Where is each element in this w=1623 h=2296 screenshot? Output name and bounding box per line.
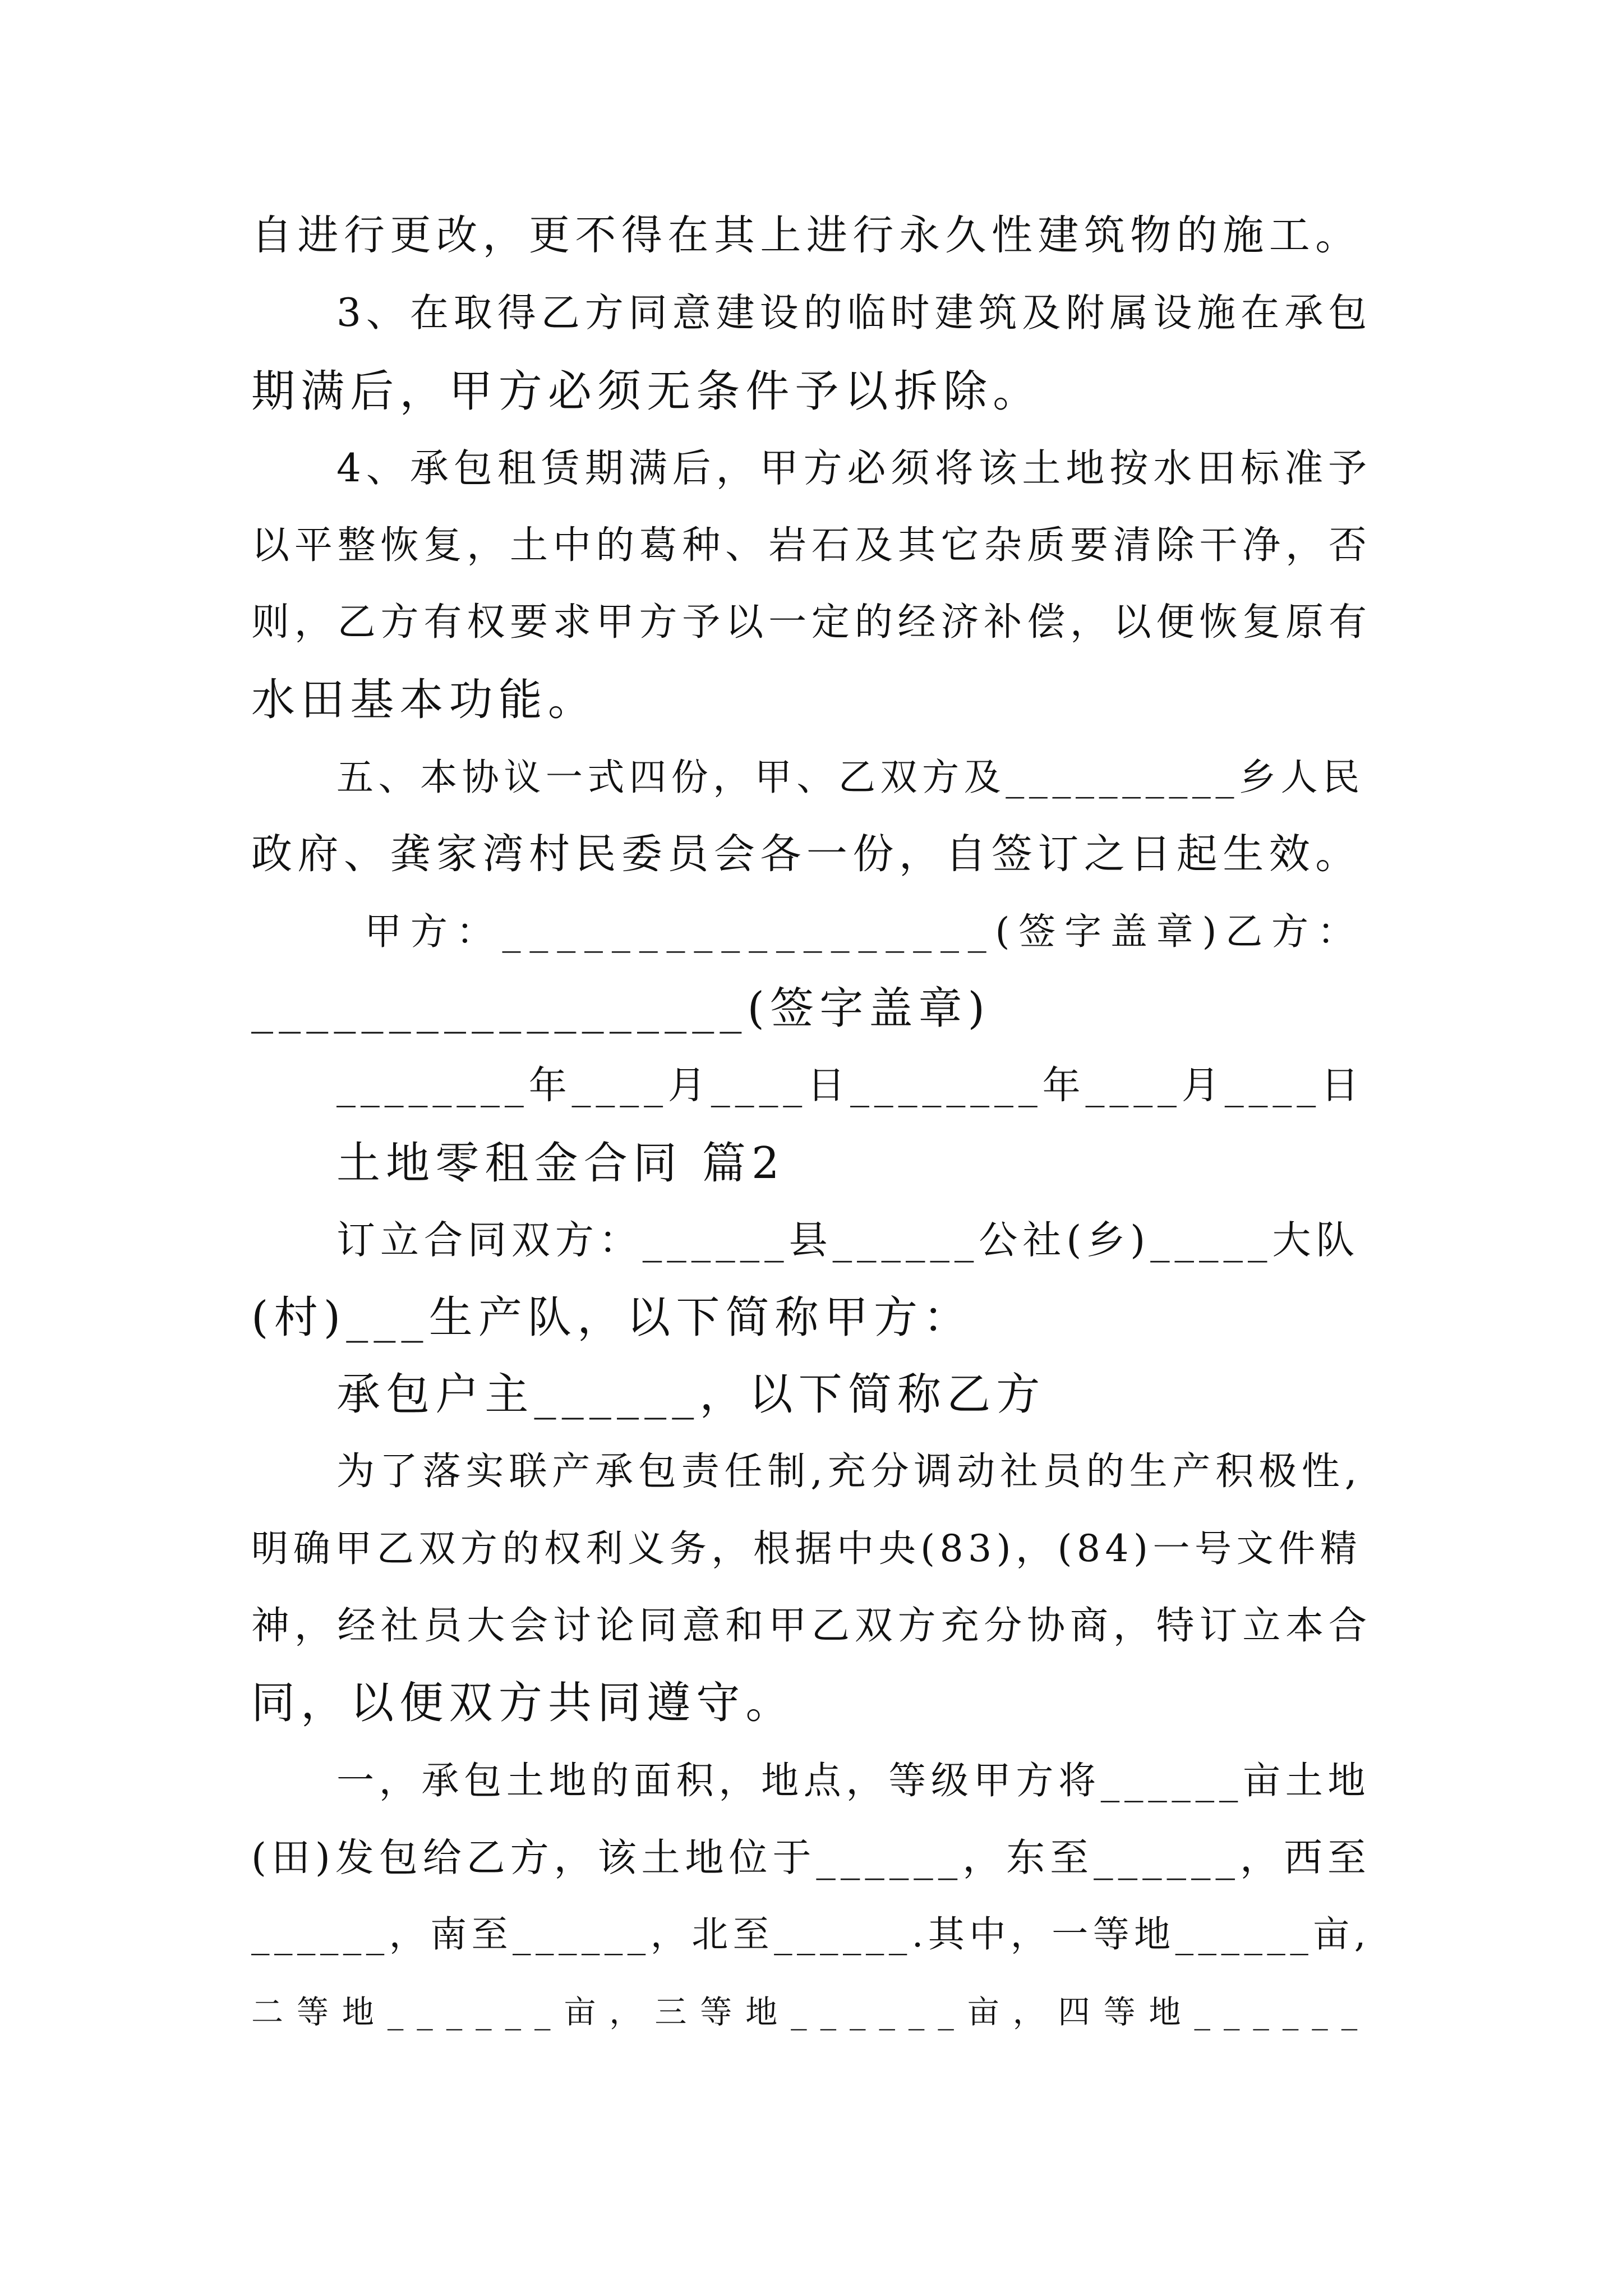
text-line: 期满后，甲方必须无条件予以拆除。 [251, 366, 1043, 417]
text-line: (村)___生产队，以下简称甲方： [251, 1292, 973, 1343]
section-title: 土地零租金合同 篇2 [336, 1138, 785, 1189]
text-line: 二等地______亩，三等地______亩，四等地______ [251, 1994, 1371, 2031]
text-line: 五、本协议一式四份，甲、乙双方及__________乡人民 [336, 756, 1364, 799]
text-line: 以平整恢复，土中的葛种、岩石及其它杂质要清除干净，否 [251, 523, 1372, 568]
signature-line: 甲方：__________________(签字盖章)乙方： [365, 910, 1363, 953]
signature-line: __________________(签字盖章) [251, 983, 991, 1034]
text-line: (田)发包给乙方，该土地位于______，东至______，西至 [251, 1835, 1371, 1880]
text-line: 同，以便双方共同遵守。 [251, 1678, 795, 1728]
text-line: 水田基本功能。 [251, 675, 597, 725]
text-line: 承包户主______，以下简称乙方 [336, 1369, 1046, 1420]
text-line: 神，经社员大会讨论同意和甲乙双方充分协商，特订立本合 [251, 1604, 1372, 1648]
text-line: 订立合同双方：______县______公社(乡)_____大队 [336, 1218, 1360, 1263]
text-line: 一，承包土地的面积，地点，等级甲方将______亩土地 [336, 1759, 1371, 1802]
text-line: 政府、龚家湾村民委员会各一份，自签订之日起生效。 [251, 830, 1362, 878]
text-line: 3、在取得乙方同意建设的临时建筑及附属设施在承包 [336, 291, 1372, 335]
text-line: 则，乙方有权要求甲方予以一定的经济补偿，以便恢复原有 [251, 600, 1372, 645]
date-line: ________年____月____日________年____月____日 [336, 1064, 1364, 1108]
text-line: 4、承包租赁期满后，甲方必须将该土地按水田标准予 [336, 446, 1372, 491]
text-line: 为了落实联产承包责任制,充分调动社员的生产积极性, [336, 1450, 1362, 1494]
text-line: 明确甲乙双方的权利义务，根据中央(83)，(84)一号文件精 [251, 1527, 1362, 1570]
text-line: 自进行更改，更不得在其上进行永久性建筑物的施工。 [251, 211, 1362, 259]
text-line: ______，南至______，北至______.其中，一等地______亩, [251, 1913, 1371, 1955]
